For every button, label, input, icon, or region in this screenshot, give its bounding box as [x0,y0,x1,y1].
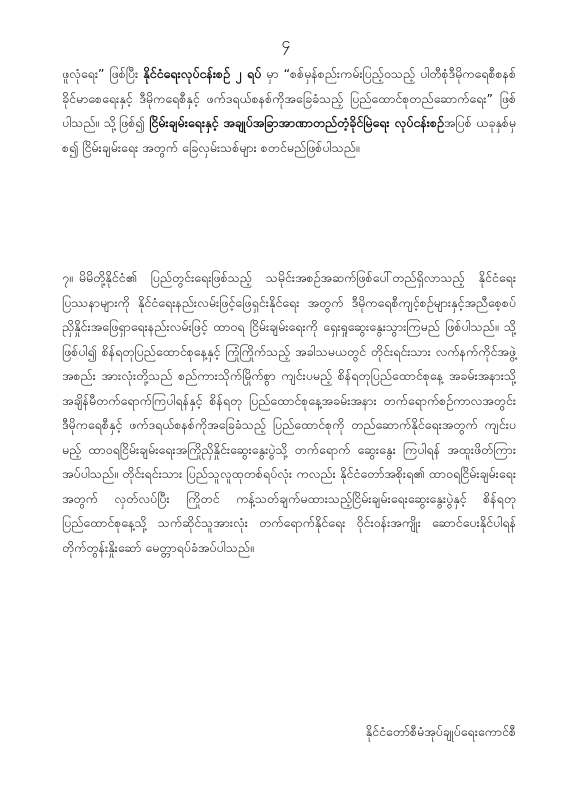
signature-line: နိုင်ငံတော်စီမံအုပ်ချုပ်ရေးကောင်စီ [365,724,516,739]
paragraph-2-text: မိမိတို့နိုင်ငံ၏ ပြည်တွင်းရေးဖြစ်သည့် သမိုင်းအစဉ်အဆက်ဖြစ်ပေါ်တည်ရှိလာသည့် နိုင်ငံရေးပြဿနာများကို နိုင်ငံရေးနည်းလမ်းဖြင့်ဖြေရှင်းနိုင်ရေး အတွက် ဒီမိုကရေစီကျင့်စဉ်များနှင့်အညီစေ့စပ်ညှိနှိုင်းအဖြေရှာရေးနည်းလမ်းဖြင့် ထာဝရ ငြိမ်းချမ်းရေးကို ရှေးရှုဆွေးနွေးသွားကြမည် ဖြစ်ပါသည်။ သို့ဖြစ်ပါ၍ စိန်ရတုပြည်ထောင်စုနေ့နှင့် ကြုံကြိုက်သည့် အခါသမယတွင် တိုင်းရင်းသား လက်နက်ကိုင်အဖွဲ့အစည်း အားလုံးတို့သည် စည်ကားသိုက်မြိုက်စွာ ကျင်းပမည့် စိန်ရတုပြည်ထောင်စုနေ့ အခမ်းအနားသို့ အချိန်မီတက်ရောက်ကြပါရန်နှင့် စိန်ရတု ပြည်ထောင်စုနေ့အခမ်းအနား တက်ရောက်စဉ်ကာလအတွင်း ဒီမိုကရေစီနှင့် ဖက်ဒရယ်စနစ်ကိုအခြေခံသည့် ပြည်ထောင်စုကို တည်ဆောက်နိုင်ရေးအတွက် ကျင်းပမည့် ထာဝရငြိမ်းချမ်းရေးအကြိုညှိနှိုင်းဆွေးနွေးပွဲသို့ တက်ရောက် ဆွေးနွေး ကြပါရန် အထူးဖိတ်ကြားအပ်ပါသည်။ တိုင်းရင်းသား ပြည်သူလူထုတစ်ရပ်လုံး ကလည်း နိုင်ငံတော်အစိုးရ၏ ထာဝရငြိမ်းချမ်းရေးအတွက် လှတ်လပ်ပြီး ကြိုတင် ကန့်သတ်ချက်မထားသည့်ငြိမ်းချမ်းရေးဆွေးနွေးပွဲနှင့် စိန်ရတု ပြည်ထောင်စုနေ့သို့ သက်ဆိုင်သူအားလုံး တက်ရောက်နိုင်ရေး ဝိုင်းဝန်းအကျိုး ဆောင်ပေးနိုင်ပါရန် တိုက်တွန်းနှိုးဆော် မေတ္တာရပ်ခံအပ်ပါသည်။ [62,270,516,555]
paragraph-1-bold-a: နိုင်ငံရေးလုပ်ငန်းစဉ် ၂ ရပ် [143,66,262,81]
paragraph-1-text-c: အပြစ် ယခုနှစ်မှစ၍ ငြိမ်းချမ်းရေး အတွက် ခြေလှမ်းသစ်များ စတင်မည်ဖြစ်ပါသည်။ [62,115,516,155]
paragraph-2-number: ၇။ [62,270,73,285]
paragraph-1-text-a: ဖူလုံရေး” ဖြစ်ပြီး [62,66,144,81]
paragraph-1 [62,62,516,160]
paragraph-1-bold-b: ငြိမ်းချမ်းရေးနှင့် အချုပ်အခြာအာဏာတည်တံ့ခိုင်မြဲရေး လုပ်ငန်းစဉ် [149,115,444,130]
paragraph-2 [62,266,516,560]
paragraph-1-text-b: မှာ “စစ်မှန်စည်းကမ်းပြည့်ဝသည့် ပါတီစုံဒီမိုကရေစီစနစ်ခိုင်မာစေရေးနှင့် ဒီမိုကရေစီနှင့် ဖက်ဒရယ်စနစ်ကိုအခြေခံသည့် ပြည်ထောင်စုတည်ဆောက်ရေး” ဖြစ်ပါသည်။ သို့ဖြစ်၍ [62,66,516,130]
page-number: ၄ [281,33,291,52]
